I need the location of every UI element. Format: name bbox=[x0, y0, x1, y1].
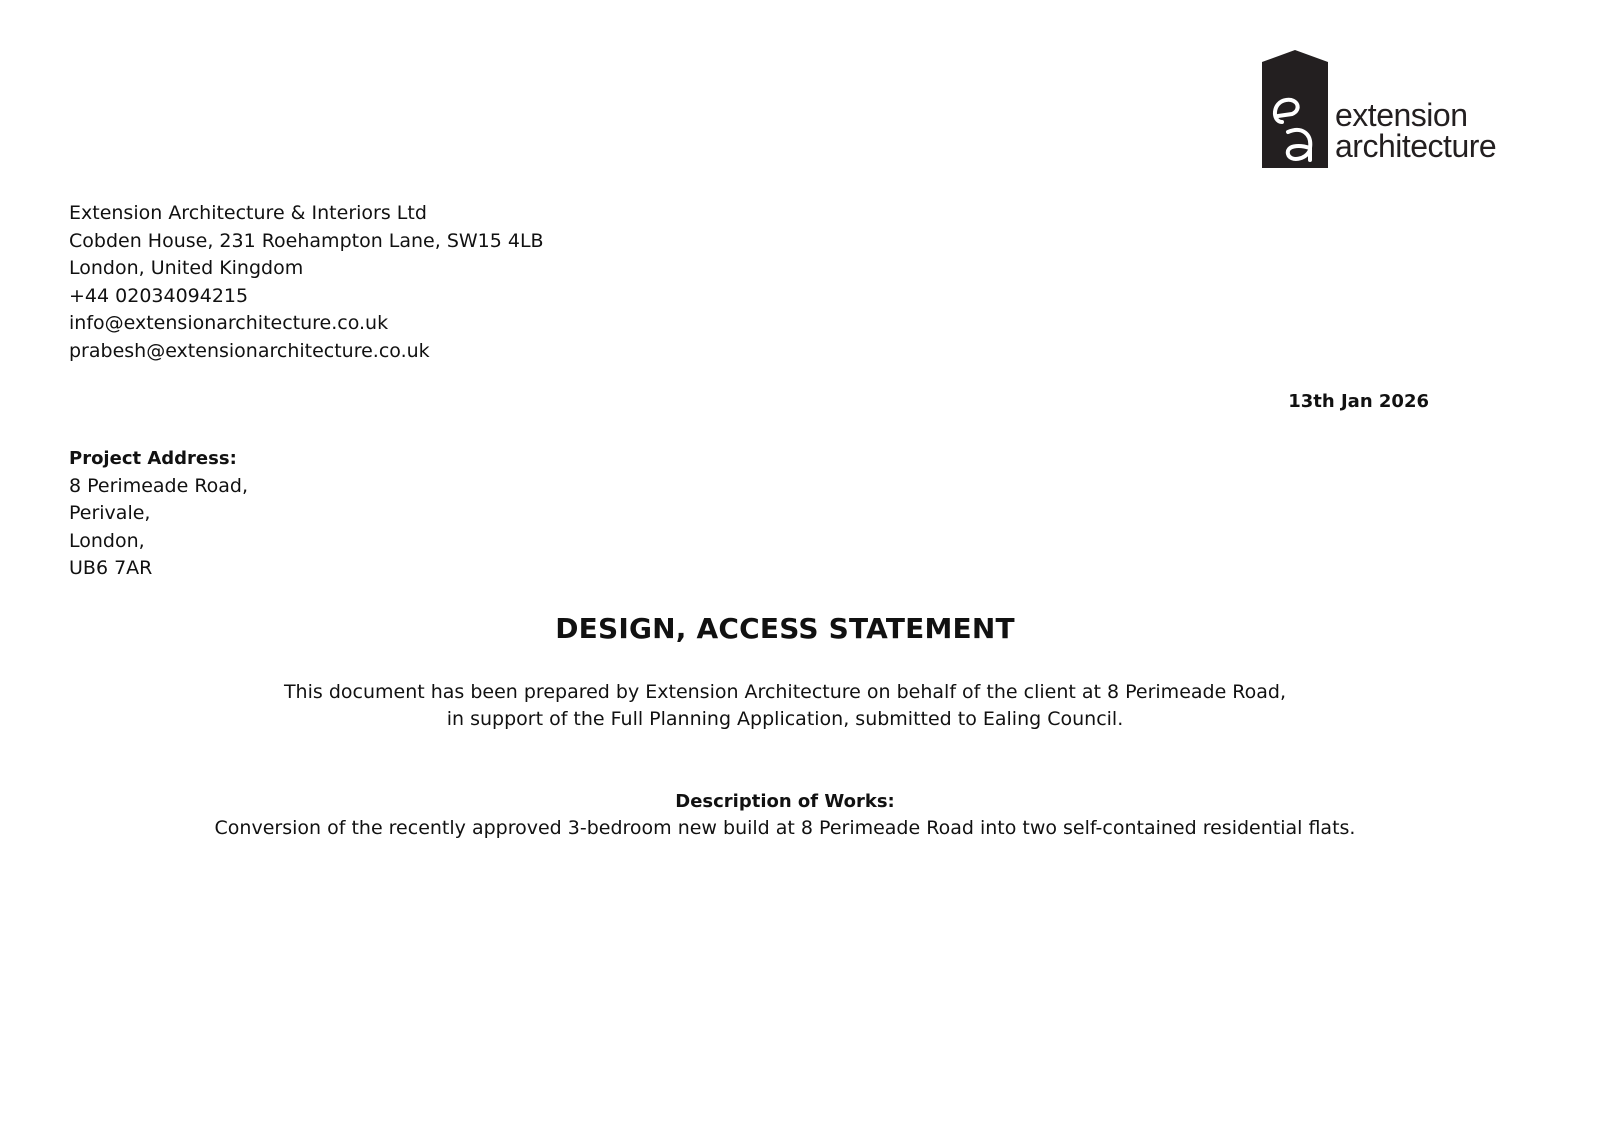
description-text: Conversion of the recently approved 3-bedroom new build at 8 Perimeade Road into two self-contained residential flats. bbox=[214, 817, 1356, 839]
sender-email-person: prabesh@extensionarchitecture.co.uk bbox=[69, 339, 430, 362]
intro-paragraph bbox=[0, 679, 1570, 733]
house-logo-icon bbox=[1262, 50, 1328, 168]
description-label: Description of Works: bbox=[675, 791, 895, 812]
sender-email-info: info@extensionarchitecture.co.uk bbox=[69, 312, 389, 334]
sender-address-block bbox=[69, 200, 544, 365]
company-logo bbox=[1262, 50, 1502, 170]
sender-address-line: Cobden House, 231 Roehampton Lane, SW15 4LB bbox=[69, 229, 544, 252]
sender-phone: +44 02034094215 bbox=[69, 284, 249, 307]
logo-text-line1: extension bbox=[1335, 97, 1468, 133]
description-of-works bbox=[0, 788, 1570, 842]
sender-city-country: London, United Kingdom bbox=[69, 257, 304, 279]
intro-line2: in support of the Full Planning Application, submitted to Ealing Council. bbox=[446, 708, 1124, 730]
project-address-line3: London, bbox=[69, 529, 145, 552]
intro-line1: This document has been prepared by Extension Architecture on behalf of the client at 8 Perimeade Road, bbox=[283, 681, 1287, 703]
sender-company: Extension Architecture & Interiors Ltd bbox=[69, 202, 427, 224]
logo-text-line2: architecture bbox=[1335, 128, 1497, 164]
project-address-line1: 8 Perimeade Road, bbox=[69, 474, 249, 497]
project-address-line2: Perivale, bbox=[69, 502, 151, 524]
project-address-block bbox=[69, 445, 248, 583]
project-address-line4: UB6 7AR bbox=[69, 557, 153, 579]
document-date: 13th Jan 2026 bbox=[1288, 391, 1429, 412]
project-address-label: Project Address: bbox=[69, 448, 237, 469]
document-title: DESIGN, ACCESS STATEMENT bbox=[555, 612, 1015, 645]
